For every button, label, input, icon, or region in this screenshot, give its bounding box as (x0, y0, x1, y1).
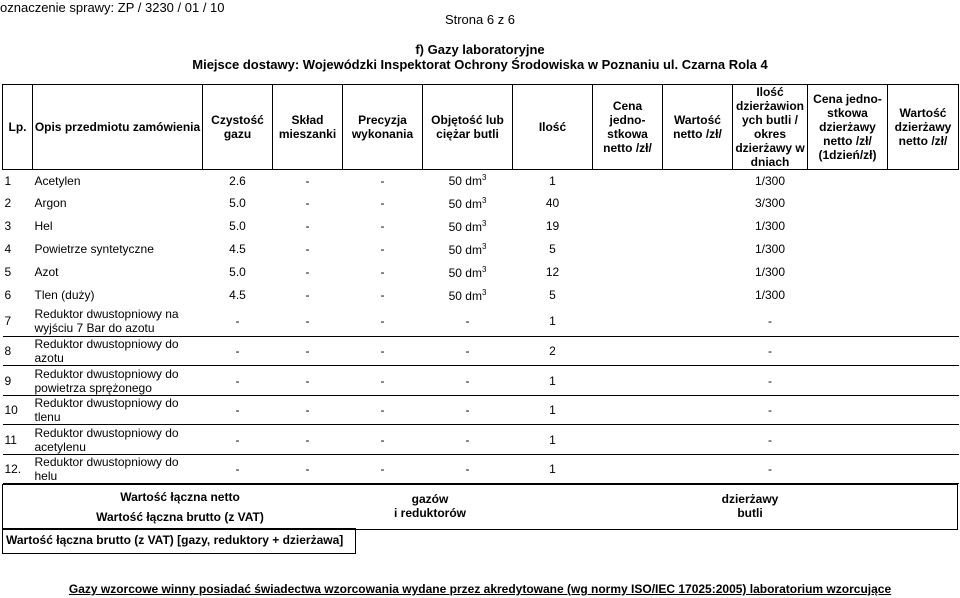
cell-leased-cylinders-text: 1/300 (754, 219, 786, 233)
cell-purity (203, 261, 273, 284)
cell-precision-text: - (380, 462, 385, 476)
cell-lp-text: 6 (4, 288, 12, 302)
cell-purity (203, 307, 273, 337)
cell-lease-value (888, 192, 959, 215)
cell-purity (203, 170, 273, 192)
cell-description (33, 307, 203, 337)
cell-quantity-text: 1 (549, 403, 556, 417)
cell-leased-cylinders (733, 215, 808, 238)
table-row (3, 238, 959, 261)
cell-precision (343, 455, 423, 484)
cell-lp (3, 170, 33, 192)
cell-leased-cylinders-text: - (768, 373, 772, 388)
cell-description-text: Reduktor dwustopniowy do powietrza sprężonego (34, 366, 179, 395)
cell-volume-text: - (465, 344, 470, 358)
cell-lease-unit-price (808, 396, 888, 425)
cell-lp-text: 9 (4, 373, 12, 388)
cell-description (33, 337, 203, 366)
col-precision: Precyzja wykonania (343, 85, 423, 170)
cell-lp-text: 1 (4, 173, 12, 188)
cell-precision-text: - (380, 314, 385, 329)
volume-unit-superscript: 3 (481, 264, 487, 274)
cell-description-text: Reduktor dwustopniowy na wyjściu 7 Bar do azotu (34, 307, 179, 336)
cell-quantity-text: 1 (549, 314, 556, 329)
cell-net-value (663, 215, 733, 238)
cell-precision (343, 170, 423, 192)
cell-leased-cylinders-text: - (768, 314, 772, 329)
cell-volume (423, 170, 513, 192)
cell-lease-value (888, 261, 959, 284)
cell-unit-price (593, 261, 663, 284)
cell-volume (423, 337, 513, 366)
cell-quantity (513, 170, 593, 192)
cell-lp (3, 192, 33, 215)
cell-net-value (663, 337, 733, 366)
cell-lp-text: 2 (4, 196, 12, 210)
cell-precision (343, 238, 423, 261)
cell-description (33, 455, 203, 484)
reducers-label: i reduktorów (393, 506, 466, 520)
cell-volume (423, 455, 513, 484)
cell-description-text: Azot (34, 265, 59, 279)
volume-unit-superscript: 3 (481, 241, 487, 251)
cell-purity (203, 366, 273, 396)
cell-net-value (663, 307, 733, 337)
cell-net-value (663, 284, 733, 307)
cell-purity-text: 5.0 (229, 219, 246, 233)
cell-quantity (513, 366, 593, 396)
cell-purity (203, 192, 273, 215)
cell-unit-price (593, 366, 663, 396)
cell-description-text: Tlen (duży) (34, 288, 95, 302)
cell-leased-cylinders (733, 261, 808, 284)
cell-volume (423, 215, 513, 238)
cell-lp-text: 3 (4, 219, 12, 233)
cell-lease-value (888, 215, 959, 238)
cell-description-text: Hel (34, 219, 53, 233)
col-volume: Objętość lub ciężar butli (423, 85, 513, 170)
table-row (3, 215, 959, 238)
cell-lease-unit-price (808, 261, 888, 284)
cell-mix-text: - (305, 288, 310, 302)
cell-leased-cylinders (733, 238, 808, 261)
cell-lp (3, 215, 33, 238)
cell-lp (3, 261, 33, 284)
table-row (3, 396, 959, 425)
cell-description (33, 425, 203, 455)
cell-volume-text: - (465, 462, 470, 476)
col-lease-unit-price: Cena jedno-stkowa dzierżawy netto /zł/ (1dzień/zł) (808, 85, 888, 170)
cell-precision (343, 284, 423, 307)
cell-purity-text: 5.0 (229, 265, 246, 279)
footer-note: Gazy wzorcowe winny posiadać świadectwa wzorcowania wydane przez akredytowane (wg normy ISO/IEC 17025:2005) laboratorium wzorcujące (68, 582, 892, 596)
cell-volume-text: 50 dm (448, 219, 482, 234)
cylinders-label: butli (737, 506, 763, 520)
cell-precision-text: - (380, 288, 385, 302)
cell-quantity-text: 1 (549, 173, 556, 188)
table-row (3, 366, 959, 396)
cell-precision-text: - (380, 196, 385, 210)
cell-purity-text: 2.6 (229, 173, 246, 188)
cell-quantity (513, 261, 593, 284)
cell-mix (273, 170, 343, 192)
cell-unit-price (593, 337, 663, 366)
cell-net-value (663, 396, 733, 425)
net-total-label: Wartość łączna netto (120, 490, 240, 504)
cell-lease-unit-price (808, 284, 888, 307)
cell-quantity-text: 5 (549, 288, 556, 302)
cell-volume-text: - (465, 403, 470, 417)
cell-lease-value (888, 396, 959, 425)
cell-leased-cylinders-text: 1/300 (754, 242, 786, 256)
cell-description-text: Acetylen (34, 173, 81, 188)
cell-precision (343, 307, 423, 337)
cell-unit-price (593, 192, 663, 215)
cell-volume (423, 192, 513, 215)
cell-precision-text: - (380, 219, 385, 233)
cell-unit-price (593, 425, 663, 455)
table-row (3, 455, 959, 484)
cell-purity (203, 396, 273, 425)
cell-purity-text: 5.0 (229, 196, 246, 210)
cell-quantity (513, 192, 593, 215)
cell-leased-cylinders-text: - (768, 432, 772, 447)
cell-lease-unit-price (808, 192, 888, 215)
cell-description-text: Argon (34, 196, 67, 210)
cell-leased-cylinders (733, 307, 808, 337)
cell-quantity (513, 238, 593, 261)
cell-quantity-text: 12 (545, 265, 560, 279)
cell-lease-value (888, 307, 959, 337)
cell-leased-cylinders (733, 396, 808, 425)
cell-mix (273, 192, 343, 215)
cell-lp (3, 396, 33, 425)
cell-precision-text: - (380, 265, 385, 279)
cell-leased-cylinders (733, 366, 808, 396)
cell-leased-cylinders (733, 284, 808, 307)
cell-unit-price (593, 307, 663, 337)
table-row (3, 425, 959, 455)
cell-unit-price (593, 215, 663, 238)
cell-mix-text: - (305, 373, 310, 388)
cell-purity (203, 215, 273, 238)
cell-precision-text: - (380, 242, 385, 256)
table-row (3, 170, 959, 192)
cell-mix (273, 455, 343, 484)
cell-precision-text: - (380, 403, 385, 417)
col-lease-value: Wartość dzierżawy netto /zł/ (888, 85, 959, 170)
col-mix: Skład mieszanki (273, 85, 343, 170)
cell-purity (203, 238, 273, 261)
volume-unit-superscript: 3 (481, 287, 487, 297)
cell-lp (3, 307, 33, 337)
cell-description (33, 192, 203, 215)
table-row (3, 284, 959, 307)
cell-leased-cylinders (733, 192, 808, 215)
cell-leased-cylinders (733, 170, 808, 192)
cell-mix (273, 425, 343, 455)
cell-volume (423, 307, 513, 337)
cell-description (33, 215, 203, 238)
cell-net-value (663, 170, 733, 192)
cell-precision (343, 396, 423, 425)
cell-mix-text: - (305, 314, 310, 329)
volume-unit-superscript: 3 (481, 195, 487, 205)
cell-lp (3, 425, 33, 455)
col-description: Opis przedmiotu zamówienia (33, 85, 203, 170)
cell-purity-text: - (235, 432, 240, 447)
cell-leased-cylinders-text: 1/300 (754, 265, 786, 279)
cell-quantity (513, 307, 593, 337)
cell-lp (3, 366, 33, 396)
cell-precision (343, 425, 423, 455)
gas-table (2, 84, 959, 484)
col-net-value: Wartość netto /zł/ (663, 85, 733, 170)
cell-mix-text: - (305, 344, 310, 358)
cell-volume-text: - (465, 314, 470, 329)
cell-volume (423, 261, 513, 284)
cell-purity (203, 455, 273, 484)
volume-unit-superscript: 3 (481, 218, 487, 228)
cell-lease-value (888, 170, 959, 192)
cell-lp-text: 8 (4, 344, 12, 358)
cell-mix-text: - (305, 265, 310, 279)
cell-lp (3, 238, 33, 261)
cell-quantity-text: 1 (549, 432, 556, 447)
cell-precision-text: - (380, 173, 385, 188)
cell-purity-text: - (235, 314, 240, 329)
cell-net-value (663, 366, 733, 396)
cell-purity-text: - (235, 403, 240, 417)
cell-precision (343, 261, 423, 284)
cell-mix (273, 284, 343, 307)
cell-leased-cylinders-text: 1/300 (754, 173, 786, 188)
cell-lp (3, 337, 33, 366)
cell-lease-unit-price (808, 337, 888, 366)
table-row (3, 307, 959, 337)
cell-volume-text: - (465, 373, 470, 388)
cell-leased-cylinders (733, 425, 808, 455)
cell-lp-text: 5 (4, 265, 12, 279)
col-lp: Lp. (3, 85, 33, 170)
cell-volume-text: 50 dm (448, 174, 482, 189)
cell-lease-unit-price (808, 215, 888, 238)
cell-unit-price (593, 238, 663, 261)
cell-mix (273, 261, 343, 284)
cell-description-text: Reduktor dwustopniowy do tlenu (34, 396, 179, 424)
col-leased-cylinders: Ilość dzierżawion ych butli / okres dzierżawy w dniach (733, 85, 808, 170)
page-number: Strona 6 z 6 (444, 12, 516, 27)
delivery-place: Miejsce dostawy: Wojewódzki Inspektorat Ochrony Środowiska w Poznaniu ul. Czarna Rola 4 (192, 57, 768, 72)
cell-volume-text: 50 dm (448, 242, 482, 257)
cell-precision-text: - (380, 432, 385, 447)
table-row (3, 261, 959, 284)
cell-lp-text: 4 (4, 242, 12, 256)
gross-total-label: Wartość łączna brutto (z VAT) (96, 510, 264, 524)
cell-lease-value (888, 337, 959, 366)
cell-mix (273, 307, 343, 337)
cell-purity (203, 425, 273, 455)
cell-net-value (663, 455, 733, 484)
cell-volume (423, 396, 513, 425)
cell-volume-text: - (465, 432, 470, 447)
cell-description-text: Reduktor dwustopniowy do azotu (34, 337, 179, 365)
cell-description-text: Reduktor dwustopniowy do acetylenu (34, 425, 179, 454)
cell-purity (203, 284, 273, 307)
cell-net-value (663, 425, 733, 455)
cell-purity-text: - (235, 462, 240, 476)
cell-leased-cylinders (733, 455, 808, 484)
cell-quantity (513, 396, 593, 425)
cell-quantity-text: 40 (545, 196, 560, 210)
table-row (3, 192, 959, 215)
cell-lease-unit-price (808, 307, 888, 337)
cell-precision (343, 215, 423, 238)
cell-leased-cylinders-text: - (768, 462, 772, 476)
col-quantity: Ilość (513, 85, 593, 170)
cell-description (33, 238, 203, 261)
volume-unit-superscript: 3 (481, 173, 487, 183)
cell-mix-text: - (305, 242, 310, 256)
cell-lp-text: 12. (4, 462, 22, 476)
cell-description-text: Reduktor dwustopniowy do helu (34, 455, 179, 483)
cell-mix-text: - (305, 173, 310, 188)
cell-mix-text: - (305, 196, 310, 210)
cell-mix-text: - (305, 432, 310, 447)
cell-precision-text: - (380, 344, 385, 358)
cell-quantity-text: 1 (549, 462, 556, 476)
cell-description (33, 396, 203, 425)
cell-mix (273, 396, 343, 425)
cell-description-text: Powietrze syntetyczne (34, 242, 154, 256)
cell-purity-text: 4.5 (229, 242, 246, 256)
cell-description (33, 170, 203, 192)
cell-purity-text: - (235, 373, 240, 388)
cell-lease-value (888, 238, 959, 261)
cell-lease-value (888, 366, 959, 396)
cell-description (33, 261, 203, 284)
cell-unit-price (593, 170, 663, 192)
cell-leased-cylinders-text: 1/300 (754, 288, 786, 302)
cell-volume (423, 238, 513, 261)
cell-quantity (513, 455, 593, 484)
gases-label: gazów (411, 492, 449, 506)
table-row (3, 337, 959, 366)
cell-quantity (513, 215, 593, 238)
cell-lp-text: 11 (4, 432, 17, 447)
case-number: oznaczenie sprawy: ZP / 3230 / 01 / 10 (0, 0, 225, 15)
cell-description (33, 284, 203, 307)
cell-lp-text: 10 (4, 403, 18, 417)
cell-quantity (513, 284, 593, 307)
cell-quantity-text: 19 (545, 219, 560, 233)
cell-unit-price (593, 396, 663, 425)
cell-purity-text: 4.5 (229, 288, 246, 302)
cell-lease-unit-price (808, 238, 888, 261)
cell-leased-cylinders-text: 3/300 (754, 196, 786, 210)
cell-mix-text: - (305, 219, 310, 233)
cell-mix (273, 238, 343, 261)
cell-quantity-text: 2 (549, 344, 556, 358)
cell-unit-price (593, 455, 663, 484)
cell-mix (273, 337, 343, 366)
cell-lp-text: 7 (4, 314, 12, 329)
cell-net-value (663, 261, 733, 284)
cell-volume (423, 425, 513, 455)
cell-lp (3, 455, 33, 484)
cell-quantity (513, 425, 593, 455)
grand-total-label: Wartość łączna brutto (z VAT) [gazy, reduktory + dzierżawa] (6, 533, 344, 547)
col-unit-price: Cena jedno-stkowa netto /zł/ (593, 85, 663, 170)
cell-precision (343, 337, 423, 366)
cell-lp (3, 284, 33, 307)
cell-net-value (663, 192, 733, 215)
cell-mix-text: - (305, 462, 310, 476)
cell-purity-text: - (235, 344, 240, 358)
cell-volume-text: 50 dm (448, 265, 482, 280)
cell-lease-value (888, 455, 959, 484)
col-purity: Czystość gazu (203, 85, 273, 170)
cell-lease-value (888, 284, 959, 307)
cell-mix (273, 215, 343, 238)
section-title: f) Gazy laboratoryjne (415, 42, 545, 57)
lease-label: dzierżawy (721, 492, 779, 506)
cell-description (33, 366, 203, 396)
cell-volume (423, 366, 513, 396)
cell-mix (273, 366, 343, 396)
cell-volume (423, 284, 513, 307)
cell-leased-cylinders-text: - (768, 403, 772, 417)
cell-volume-text: 50 dm (448, 288, 482, 303)
cell-lease-unit-price (808, 366, 888, 396)
cell-purity (203, 337, 273, 366)
cell-precision (343, 192, 423, 215)
cell-quantity-text: 1 (549, 373, 556, 388)
cell-lease-unit-price (808, 425, 888, 455)
cell-lease-unit-price (808, 170, 888, 192)
cell-precision (343, 366, 423, 396)
cell-leased-cylinders-text: - (768, 344, 772, 358)
cell-lease-unit-price (808, 455, 888, 484)
cell-leased-cylinders (733, 337, 808, 366)
cell-unit-price (593, 284, 663, 307)
cell-mix-text: - (305, 403, 310, 417)
cell-quantity (513, 337, 593, 366)
cell-quantity-text: 5 (549, 242, 556, 256)
cell-precision-text: - (380, 373, 385, 388)
cell-net-value (663, 238, 733, 261)
cell-volume-text: 50 dm (448, 196, 482, 211)
cell-lease-value (888, 425, 959, 455)
